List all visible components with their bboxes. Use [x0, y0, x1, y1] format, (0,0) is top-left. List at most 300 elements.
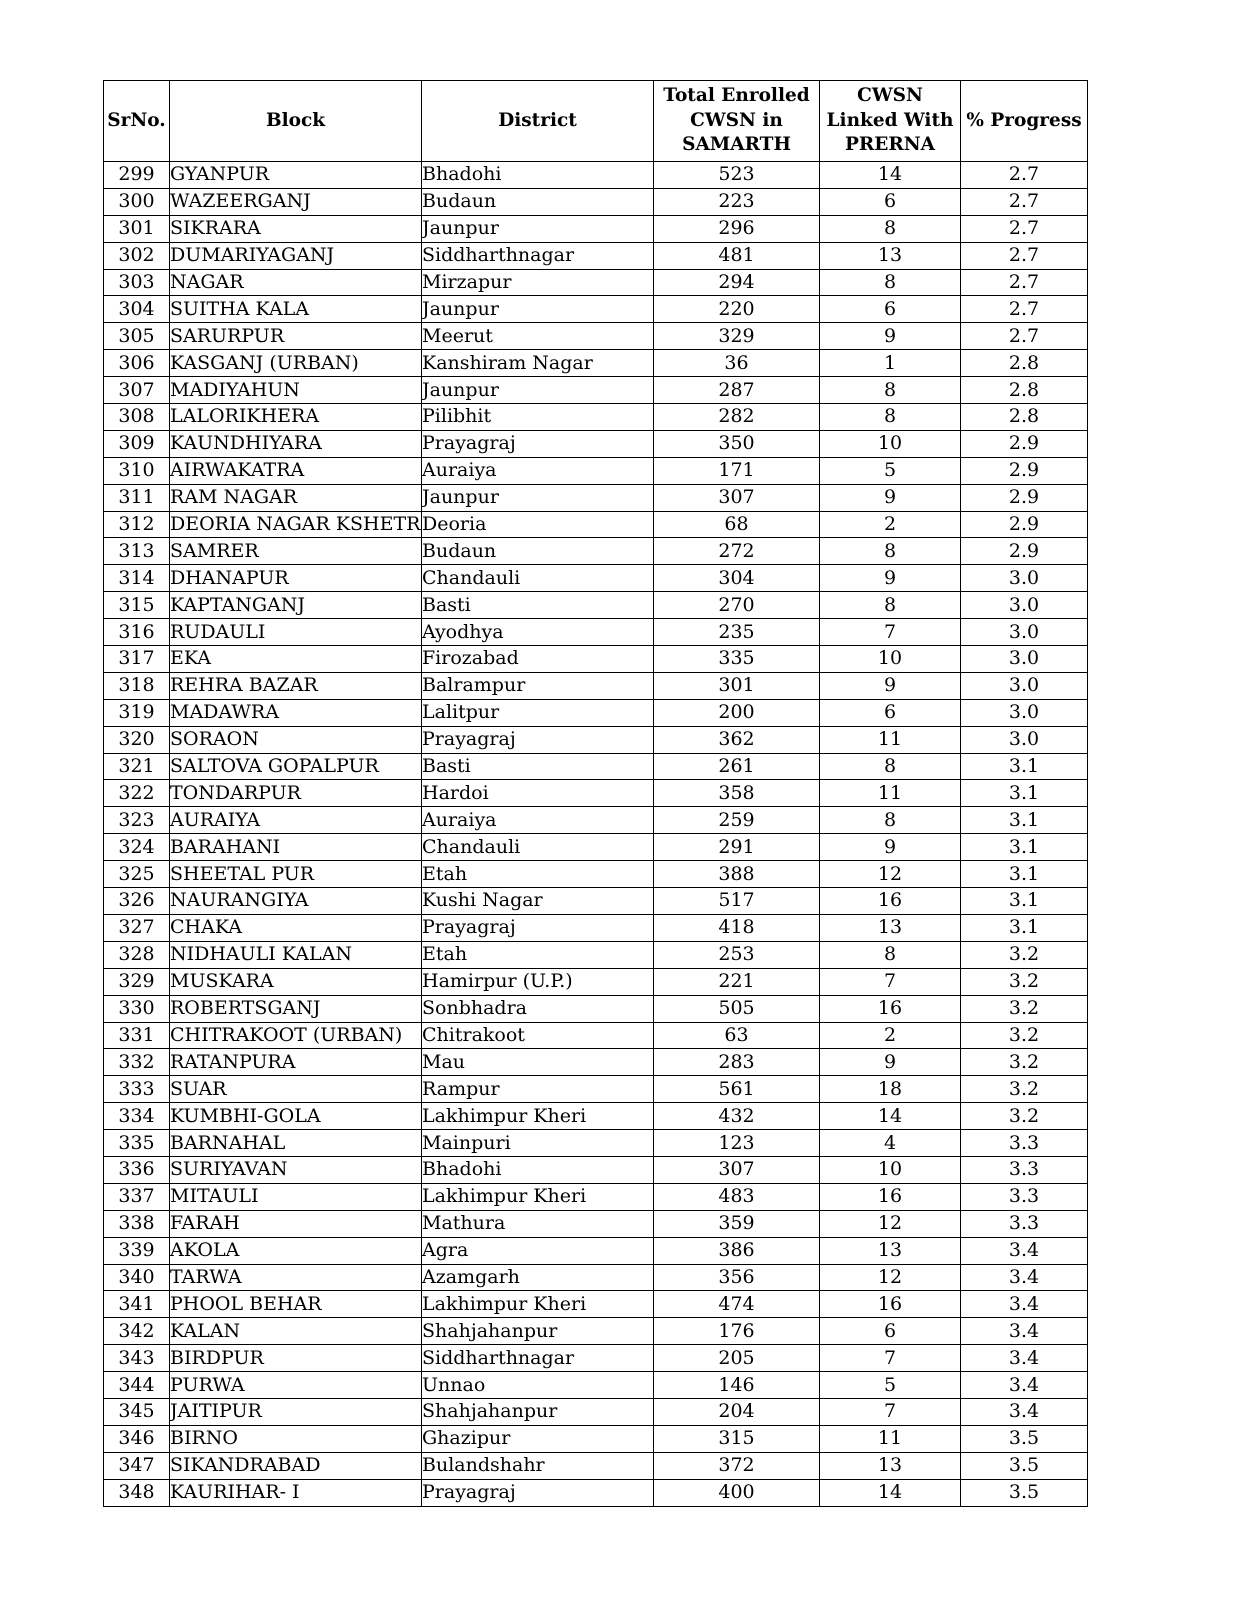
table-header — [104, 81, 1088, 162]
cell-progress: 3.2 — [961, 968, 1088, 995]
cell-total-enrolled: 301 — [654, 672, 820, 699]
cell-district: Unnao — [422, 1372, 654, 1399]
cell-block: SIKANDRABAD — [170, 1452, 422, 1479]
cell-district: Bhadohi — [422, 162, 654, 189]
cell-srno: 337 — [104, 1183, 170, 1210]
cell-srno: 342 — [104, 1318, 170, 1345]
cell-district: Mau — [422, 1049, 654, 1076]
header-srno: SrNo. — [104, 81, 170, 162]
cell-progress: 3.2 — [961, 1049, 1088, 1076]
table-row — [104, 1398, 1088, 1425]
cell-srno: 333 — [104, 1076, 170, 1103]
cell-total-enrolled: 350 — [654, 430, 820, 457]
cell-total-enrolled: 400 — [654, 1479, 820, 1506]
cell-progress: 2.7 — [961, 215, 1088, 242]
cell-district: Auraiya — [422, 457, 654, 484]
header-linked-line: Linked With — [826, 109, 954, 131]
cell-block: PHOOL BEHAR — [170, 1291, 422, 1318]
cell-block: REHRA BAZAR — [170, 672, 422, 699]
cell-district: Meerut — [422, 323, 654, 350]
cell-srno: 307 — [104, 377, 170, 404]
cell-progress: 3.2 — [961, 1022, 1088, 1049]
cell-total-enrolled: 329 — [654, 323, 820, 350]
cell-block: NAGAR — [170, 269, 422, 296]
cell-district: Azamgarh — [422, 1264, 654, 1291]
cell-district: Mirzapur — [422, 269, 654, 296]
cell-progress: 2.7 — [961, 269, 1088, 296]
cell-srno: 310 — [104, 457, 170, 484]
table-row — [104, 215, 1088, 242]
cell-block: BIRNO — [170, 1425, 422, 1452]
cell-progress: 2.9 — [961, 430, 1088, 457]
table-row — [104, 592, 1088, 619]
cell-cwsn-linked: 4 — [820, 1130, 961, 1157]
cell-progress: 3.5 — [961, 1452, 1088, 1479]
cell-district: Agra — [422, 1237, 654, 1264]
cell-total-enrolled: 36 — [654, 350, 820, 377]
cell-progress: 3.0 — [961, 672, 1088, 699]
table-body — [104, 162, 1088, 1507]
table-row — [104, 1156, 1088, 1183]
cell-srno: 305 — [104, 323, 170, 350]
header-district: District — [422, 81, 654, 162]
cell-srno: 302 — [104, 242, 170, 269]
cell-district: Balrampur — [422, 672, 654, 699]
cell-district: Shahjahanpur — [422, 1318, 654, 1345]
cell-total-enrolled: 282 — [654, 404, 820, 431]
cell-srno: 300 — [104, 188, 170, 215]
table-row — [104, 350, 1088, 377]
cell-block: ROBERTSGANJ — [170, 995, 422, 1022]
cell-progress: 2.7 — [961, 188, 1088, 215]
cell-total-enrolled: 291 — [654, 834, 820, 861]
cell-total-enrolled: 372 — [654, 1452, 820, 1479]
header-cwsn-linked — [820, 81, 961, 162]
cell-block: SARURPUR — [170, 323, 422, 350]
header-total-line: CWSN in — [690, 109, 783, 131]
cell-progress: 3.2 — [961, 995, 1088, 1022]
cell-progress: 3.4 — [961, 1372, 1088, 1399]
cell-block: BARAHANI — [170, 834, 422, 861]
cell-srno: 308 — [104, 404, 170, 431]
table-row — [104, 565, 1088, 592]
cell-block: DUMARIYAGANJ — [170, 242, 422, 269]
cell-srno: 348 — [104, 1479, 170, 1506]
cell-district: Lakhimpur Kheri — [422, 1291, 654, 1318]
table-row — [104, 672, 1088, 699]
cell-total-enrolled: 283 — [654, 1049, 820, 1076]
cell-block: AKOLA — [170, 1237, 422, 1264]
table-row — [104, 377, 1088, 404]
table-row — [104, 1210, 1088, 1237]
cell-progress: 2.8 — [961, 377, 1088, 404]
cell-srno: 321 — [104, 753, 170, 780]
cell-cwsn-linked: 12 — [820, 1210, 961, 1237]
cell-total-enrolled: 200 — [654, 699, 820, 726]
cell-srno: 314 — [104, 565, 170, 592]
cell-total-enrolled: 418 — [654, 914, 820, 941]
cell-cwsn-linked: 11 — [820, 726, 961, 753]
cell-total-enrolled: 223 — [654, 188, 820, 215]
cell-cwsn-linked: 6 — [820, 699, 961, 726]
cell-total-enrolled: 253 — [654, 941, 820, 968]
cell-total-enrolled: 483 — [654, 1183, 820, 1210]
table-row — [104, 242, 1088, 269]
table-row — [104, 484, 1088, 511]
cell-srno: 336 — [104, 1156, 170, 1183]
cell-block: RATANPURA — [170, 1049, 422, 1076]
cell-block: TARWA — [170, 1264, 422, 1291]
cell-srno: 343 — [104, 1345, 170, 1372]
cell-block: DHANAPUR — [170, 565, 422, 592]
cell-cwsn-linked: 18 — [820, 1076, 961, 1103]
table-row — [104, 1022, 1088, 1049]
cell-block: MADAWRA — [170, 699, 422, 726]
cell-srno: 325 — [104, 861, 170, 888]
header-total-enrolled — [654, 81, 820, 162]
cell-srno: 331 — [104, 1022, 170, 1049]
table-row — [104, 888, 1088, 915]
cell-srno: 299 — [104, 162, 170, 189]
cell-cwsn-linked: 2 — [820, 1022, 961, 1049]
table-row — [104, 1183, 1088, 1210]
cell-total-enrolled: 307 — [654, 484, 820, 511]
cell-district: Basti — [422, 753, 654, 780]
cell-district: Chitrakoot — [422, 1022, 654, 1049]
cell-cwsn-linked: 7 — [820, 619, 961, 646]
cell-district: Chandauli — [422, 565, 654, 592]
cell-srno: 341 — [104, 1291, 170, 1318]
cell-srno: 306 — [104, 350, 170, 377]
cell-progress: 3.4 — [961, 1291, 1088, 1318]
cell-block: MADIYAHUN — [170, 377, 422, 404]
table-row — [104, 861, 1088, 888]
cell-srno: 327 — [104, 914, 170, 941]
cell-district: Firozabad — [422, 646, 654, 673]
cell-srno: 330 — [104, 995, 170, 1022]
table-row — [104, 1425, 1088, 1452]
cell-total-enrolled: 386 — [654, 1237, 820, 1264]
cell-total-enrolled: 146 — [654, 1372, 820, 1399]
cell-block: BARNAHAL — [170, 1130, 422, 1157]
cell-block: RAM NAGAR — [170, 484, 422, 511]
cell-district: Sonbhadra — [422, 995, 654, 1022]
cell-cwsn-linked: 13 — [820, 242, 961, 269]
cell-block: KAURIHAR- I — [170, 1479, 422, 1506]
header-block: Block — [170, 81, 422, 162]
cell-cwsn-linked: 2 — [820, 511, 961, 538]
cell-district: Chandauli — [422, 834, 654, 861]
cell-cwsn-linked: 8 — [820, 753, 961, 780]
cell-srno: 346 — [104, 1425, 170, 1452]
cell-srno: 345 — [104, 1398, 170, 1425]
cell-progress: 3.2 — [961, 1076, 1088, 1103]
cell-total-enrolled: 296 — [654, 215, 820, 242]
cell-block: SHEETAL PUR — [170, 861, 422, 888]
cell-progress: 3.3 — [961, 1156, 1088, 1183]
cell-total-enrolled: 474 — [654, 1291, 820, 1318]
cell-progress: 3.4 — [961, 1318, 1088, 1345]
cell-district: Rampur — [422, 1076, 654, 1103]
header-linked-line: CWSN — [857, 85, 923, 107]
cell-block: KAUNDHIYARA — [170, 430, 422, 457]
cell-progress: 3.0 — [961, 619, 1088, 646]
cell-progress: 3.2 — [961, 941, 1088, 968]
cell-progress: 3.2 — [961, 1103, 1088, 1130]
cell-srno: 347 — [104, 1452, 170, 1479]
cell-progress: 3.4 — [961, 1264, 1088, 1291]
cell-total-enrolled: 561 — [654, 1076, 820, 1103]
header-progress: % Progress — [961, 81, 1088, 162]
cell-progress: 3.0 — [961, 726, 1088, 753]
cell-srno: 340 — [104, 1264, 170, 1291]
table-row — [104, 538, 1088, 565]
table-row — [104, 296, 1088, 323]
cell-cwsn-linked: 16 — [820, 995, 961, 1022]
cell-district: Jaunpur — [422, 377, 654, 404]
cell-block: SURIYAVAN — [170, 1156, 422, 1183]
cell-cwsn-linked: 11 — [820, 780, 961, 807]
cell-district: Prayagraj — [422, 726, 654, 753]
cell-cwsn-linked: 7 — [820, 968, 961, 995]
table-row — [104, 457, 1088, 484]
cell-district: Jaunpur — [422, 215, 654, 242]
cell-total-enrolled: 204 — [654, 1398, 820, 1425]
cell-district: Prayagraj — [422, 1479, 654, 1506]
cell-total-enrolled: 235 — [654, 619, 820, 646]
table-row — [104, 188, 1088, 215]
cell-district: Deoria — [422, 511, 654, 538]
cell-cwsn-linked: 9 — [820, 565, 961, 592]
cell-progress: 3.4 — [961, 1398, 1088, 1425]
cell-cwsn-linked: 14 — [820, 1103, 961, 1130]
cell-cwsn-linked: 9 — [820, 323, 961, 350]
cell-progress: 2.7 — [961, 323, 1088, 350]
cell-total-enrolled: 294 — [654, 269, 820, 296]
cell-block: GYANPUR — [170, 162, 422, 189]
cell-total-enrolled: 68 — [654, 511, 820, 538]
table-row — [104, 1452, 1088, 1479]
cell-total-enrolled: 335 — [654, 646, 820, 673]
cell-cwsn-linked: 14 — [820, 162, 961, 189]
cell-total-enrolled: 123 — [654, 1130, 820, 1157]
cell-progress: 2.8 — [961, 404, 1088, 431]
cell-block: MITAULI — [170, 1183, 422, 1210]
table-row — [104, 780, 1088, 807]
cell-cwsn-linked: 6 — [820, 296, 961, 323]
cell-block: JAITIPUR — [170, 1398, 422, 1425]
cell-district: Basti — [422, 592, 654, 619]
cell-cwsn-linked: 5 — [820, 1372, 961, 1399]
cell-block: BIRDPUR — [170, 1345, 422, 1372]
cell-cwsn-linked: 11 — [820, 1425, 961, 1452]
cell-progress: 3.1 — [961, 834, 1088, 861]
cell-cwsn-linked: 6 — [820, 1318, 961, 1345]
cell-district: Jaunpur — [422, 484, 654, 511]
cell-district: Bhadohi — [422, 1156, 654, 1183]
cell-progress: 3.3 — [961, 1210, 1088, 1237]
cell-block: WAZEERGANJ — [170, 188, 422, 215]
cell-district: Mainpuri — [422, 1130, 654, 1157]
cell-total-enrolled: 362 — [654, 726, 820, 753]
cell-district: Budaun — [422, 538, 654, 565]
cell-district: Lakhimpur Kheri — [422, 1183, 654, 1210]
cell-cwsn-linked: 9 — [820, 672, 961, 699]
cell-district: Siddharthnagar — [422, 1345, 654, 1372]
cell-block: KALAN — [170, 1318, 422, 1345]
cell-progress: 3.4 — [961, 1237, 1088, 1264]
cell-cwsn-linked: 6 — [820, 188, 961, 215]
cell-srno: 339 — [104, 1237, 170, 1264]
cell-progress: 3.1 — [961, 914, 1088, 941]
cell-district: Etah — [422, 941, 654, 968]
cell-total-enrolled: 505 — [654, 995, 820, 1022]
cell-district: Lalitpur — [422, 699, 654, 726]
table-row — [104, 162, 1088, 189]
table-row — [104, 834, 1088, 861]
cell-cwsn-linked: 1 — [820, 350, 961, 377]
table-row — [104, 807, 1088, 834]
cell-cwsn-linked: 8 — [820, 941, 961, 968]
cell-block: KUMBHI-GOLA — [170, 1103, 422, 1130]
cell-total-enrolled: 272 — [654, 538, 820, 565]
cell-progress: 3.0 — [961, 592, 1088, 619]
cell-cwsn-linked: 14 — [820, 1479, 961, 1506]
cell-srno: 304 — [104, 296, 170, 323]
cell-block: TONDARPUR — [170, 780, 422, 807]
table-row — [104, 914, 1088, 941]
cell-srno: 312 — [104, 511, 170, 538]
cell-block: RUDAULI — [170, 619, 422, 646]
cell-block: AURAIYA — [170, 807, 422, 834]
cell-district: Hamirpur (U.P.) — [422, 968, 654, 995]
cell-progress: 3.3 — [961, 1130, 1088, 1157]
cell-district: Ayodhya — [422, 619, 654, 646]
cell-total-enrolled: 270 — [654, 592, 820, 619]
cell-srno: 301 — [104, 215, 170, 242]
cell-progress: 3.3 — [961, 1183, 1088, 1210]
cell-total-enrolled: 359 — [654, 1210, 820, 1237]
cell-progress: 2.9 — [961, 538, 1088, 565]
cell-srno: 320 — [104, 726, 170, 753]
cell-district: Shahjahanpur — [422, 1398, 654, 1425]
cell-district: Hardoi — [422, 780, 654, 807]
cell-district: Siddharthnagar — [422, 242, 654, 269]
cell-srno: 332 — [104, 1049, 170, 1076]
cell-cwsn-linked: 13 — [820, 1237, 961, 1264]
cell-district: Jaunpur — [422, 296, 654, 323]
header-total-line: SAMARTH — [682, 134, 791, 156]
cell-block: SIKRARA — [170, 215, 422, 242]
cell-district: Lakhimpur Kheri — [422, 1103, 654, 1130]
cell-cwsn-linked: 10 — [820, 430, 961, 457]
cell-srno: 309 — [104, 430, 170, 457]
cell-progress: 3.0 — [961, 699, 1088, 726]
cell-srno: 328 — [104, 941, 170, 968]
header-linked-line: PRERNA — [844, 134, 936, 156]
cell-cwsn-linked: 12 — [820, 1264, 961, 1291]
cell-srno: 329 — [104, 968, 170, 995]
cell-cwsn-linked: 8 — [820, 592, 961, 619]
cell-cwsn-linked: 16 — [820, 1183, 961, 1210]
cell-block: SAMRER — [170, 538, 422, 565]
cell-block: CHITRAKOOT (URBAN) — [170, 1022, 422, 1049]
cell-block: SORAON — [170, 726, 422, 753]
cell-progress: 2.7 — [961, 242, 1088, 269]
table-row — [104, 1479, 1088, 1506]
cell-district: Etah — [422, 861, 654, 888]
cell-srno: 323 — [104, 807, 170, 834]
cell-district: Prayagraj — [422, 914, 654, 941]
cell-total-enrolled: 356 — [654, 1264, 820, 1291]
cell-total-enrolled: 221 — [654, 968, 820, 995]
cell-block: NAURANGIYA — [170, 888, 422, 915]
cell-total-enrolled: 388 — [654, 861, 820, 888]
cell-total-enrolled: 63 — [654, 1022, 820, 1049]
cell-cwsn-linked: 16 — [820, 1291, 961, 1318]
cell-block: NIDHAULI KALAN — [170, 941, 422, 968]
table-row — [104, 404, 1088, 431]
cell-district: Kanshiram Nagar — [422, 350, 654, 377]
cell-block: FARAH — [170, 1210, 422, 1237]
cell-progress: 3.1 — [961, 753, 1088, 780]
table-row — [104, 699, 1088, 726]
cell-cwsn-linked: 8 — [820, 377, 961, 404]
cell-srno: 326 — [104, 888, 170, 915]
header-total-line: Total Enrolled — [663, 85, 810, 107]
cell-cwsn-linked: 12 — [820, 861, 961, 888]
cell-total-enrolled: 481 — [654, 242, 820, 269]
cell-progress: 3.1 — [961, 861, 1088, 888]
cell-progress: 2.8 — [961, 350, 1088, 377]
cell-srno: 315 — [104, 592, 170, 619]
cell-progress: 3.4 — [961, 1345, 1088, 1372]
table-row — [104, 1237, 1088, 1264]
cell-progress: 2.7 — [961, 296, 1088, 323]
cell-total-enrolled: 259 — [654, 807, 820, 834]
cell-total-enrolled: 304 — [654, 565, 820, 592]
cell-srno: 303 — [104, 269, 170, 296]
cell-srno: 344 — [104, 1372, 170, 1399]
table-row — [104, 646, 1088, 673]
cell-progress: 3.1 — [961, 807, 1088, 834]
cell-block: SUITHA KALA — [170, 296, 422, 323]
cell-cwsn-linked: 9 — [820, 834, 961, 861]
cell-total-enrolled: 432 — [654, 1103, 820, 1130]
cell-block: SUAR — [170, 1076, 422, 1103]
table-row — [104, 511, 1088, 538]
cell-cwsn-linked: 8 — [820, 538, 961, 565]
cell-cwsn-linked: 13 — [820, 1452, 961, 1479]
cell-district: Prayagraj — [422, 430, 654, 457]
table-row — [104, 941, 1088, 968]
cell-district: Kushi Nagar — [422, 888, 654, 915]
cell-cwsn-linked: 9 — [820, 484, 961, 511]
cell-block: KAPTANGANJ — [170, 592, 422, 619]
table-row — [104, 1076, 1088, 1103]
cell-srno: 324 — [104, 834, 170, 861]
cell-district: Mathura — [422, 1210, 654, 1237]
cell-total-enrolled: 205 — [654, 1345, 820, 1372]
cell-srno: 334 — [104, 1103, 170, 1130]
cell-srno: 319 — [104, 699, 170, 726]
cell-total-enrolled: 176 — [654, 1318, 820, 1345]
cell-srno: 318 — [104, 672, 170, 699]
cell-cwsn-linked: 16 — [820, 888, 961, 915]
cell-cwsn-linked: 13 — [820, 914, 961, 941]
cell-block: AIRWAKATRA — [170, 457, 422, 484]
cell-district: Ghazipur — [422, 1425, 654, 1452]
